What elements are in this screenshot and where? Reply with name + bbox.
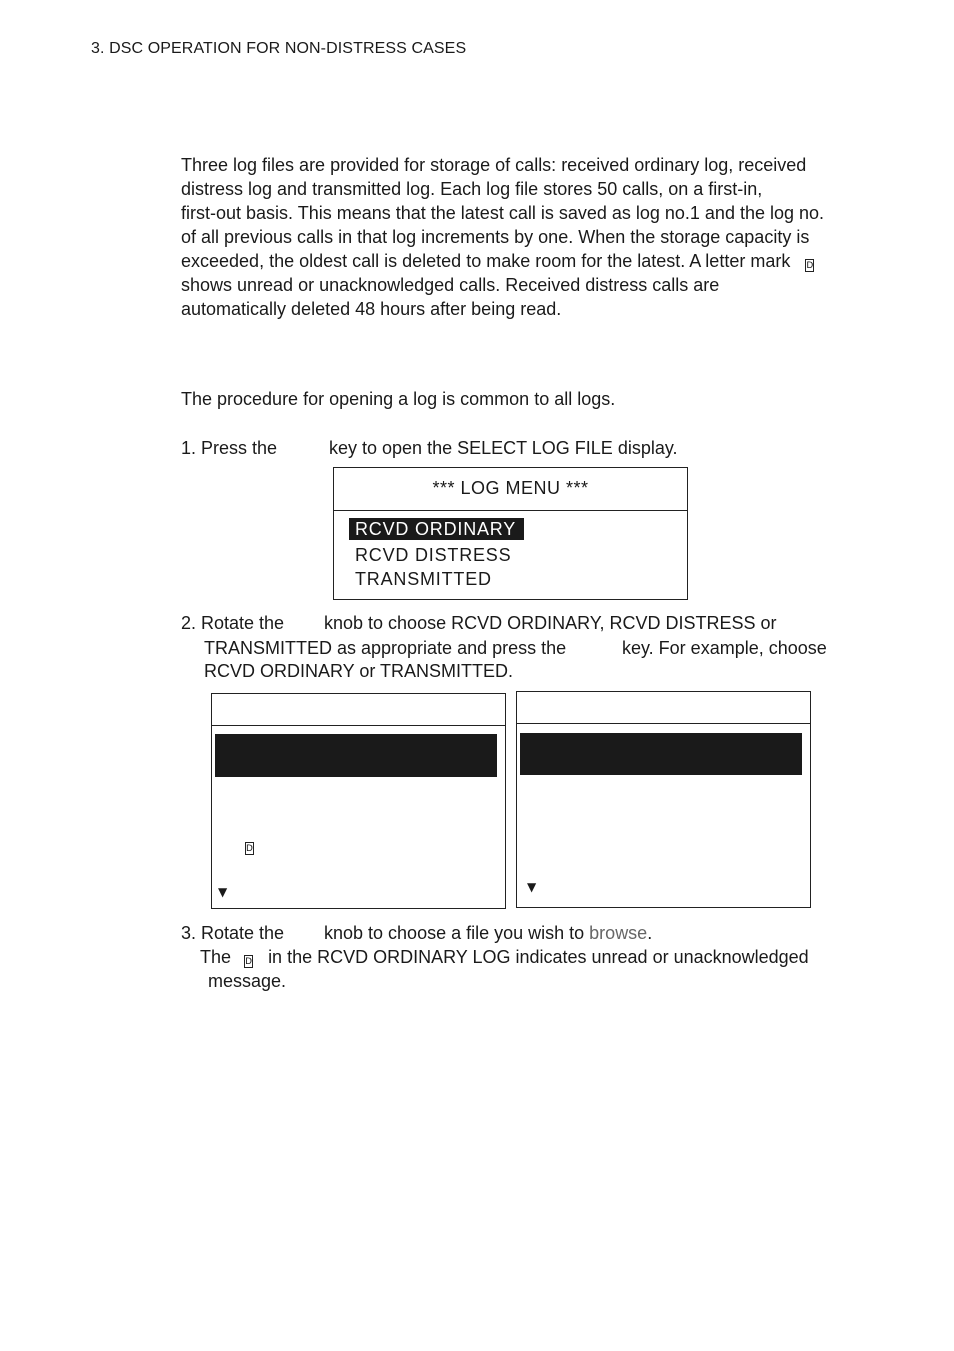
browse-word: browse xyxy=(589,923,648,943)
step3-line2b: in the RCVD ORDINARY LOG indicates unread or unacknowledged xyxy=(268,947,809,967)
menu-item-rcvd-ordinary[interactable]: RCVD ORDINARY xyxy=(349,518,524,540)
scroll-down-icon[interactable]: ▼ xyxy=(218,885,228,899)
unread-mark-icon: D xyxy=(246,844,253,854)
intro-line: first-out basis. This means that the latest call is saved as log no.1 and the log no. xyxy=(181,203,825,223)
scroll-down-icon[interactable]: ▼ xyxy=(527,880,537,894)
step3-line1a: 3. Rotate the xyxy=(181,923,285,943)
log-menu-title: *** LOG MENU *** xyxy=(334,468,687,511)
screen-title-bar xyxy=(212,694,505,726)
intro-line-with-mark xyxy=(181,249,824,273)
log-menu-screen xyxy=(333,467,688,600)
intro-line: distress log and transmitted log. Each log file stores 50 calls, on a first-in, xyxy=(181,179,763,199)
screen-title-bar xyxy=(517,692,810,724)
intro-line: shows unread or unacknowledged calls. Received distress calls are xyxy=(181,275,720,295)
rcvd-ordinary-log-screen xyxy=(211,693,506,909)
step1-b: key to open the SELECT LOG FILE display. xyxy=(329,438,678,458)
intro-line: exceeded, the oldest call is deleted to make room for the latest. A letter mark xyxy=(181,251,791,271)
step3-line1 xyxy=(324,921,652,945)
step2-line2a: TRANSMITTED as appropriate and press the xyxy=(204,638,567,658)
procedure-intro: The procedure for opening a log is common to all logs. xyxy=(181,389,616,409)
menu-item-rcvd-distress[interactable]: RCVD DISTRESS xyxy=(355,545,512,565)
step2-line2b: key. For example, choose xyxy=(622,638,827,658)
step1-a: 1. Press the xyxy=(181,438,278,458)
step2-line1a: 2. Rotate the xyxy=(181,613,285,633)
step2-line1b: knob to choose RCVD ORDINARY, RCVD DISTRESS or xyxy=(324,613,777,633)
intro-line: automatically deleted 48 hours after being read. xyxy=(181,299,562,319)
unread-mark-icon: D xyxy=(806,261,814,271)
step2-line3: RCVD ORDINARY or TRANSMITTED. xyxy=(204,661,514,681)
intro-line: of all previous calls in that log increments by one. When the storage capacity is xyxy=(181,227,810,247)
selected-file-highlight[interactable] xyxy=(520,733,802,775)
step3-line3: message. xyxy=(208,971,287,991)
page-header: 3. DSC OPERATION FOR NON-DISTRESS CASES xyxy=(91,40,467,57)
intro-line: Three log files are provided for storage of calls: received ordinary log, received xyxy=(181,155,807,175)
step3-line1b: knob to choose a file you wish to xyxy=(324,923,585,943)
menu-item-transmitted[interactable]: TRANSMITTED xyxy=(355,569,492,589)
step3-line2a: The xyxy=(200,947,232,967)
intro-paragraph xyxy=(181,153,824,321)
step3-line2 xyxy=(200,945,809,969)
step3-period: . xyxy=(647,923,653,943)
transmitted-log-screen xyxy=(516,691,811,908)
selected-file-highlight[interactable] xyxy=(215,734,497,777)
unread-mark-icon: D xyxy=(245,957,253,967)
